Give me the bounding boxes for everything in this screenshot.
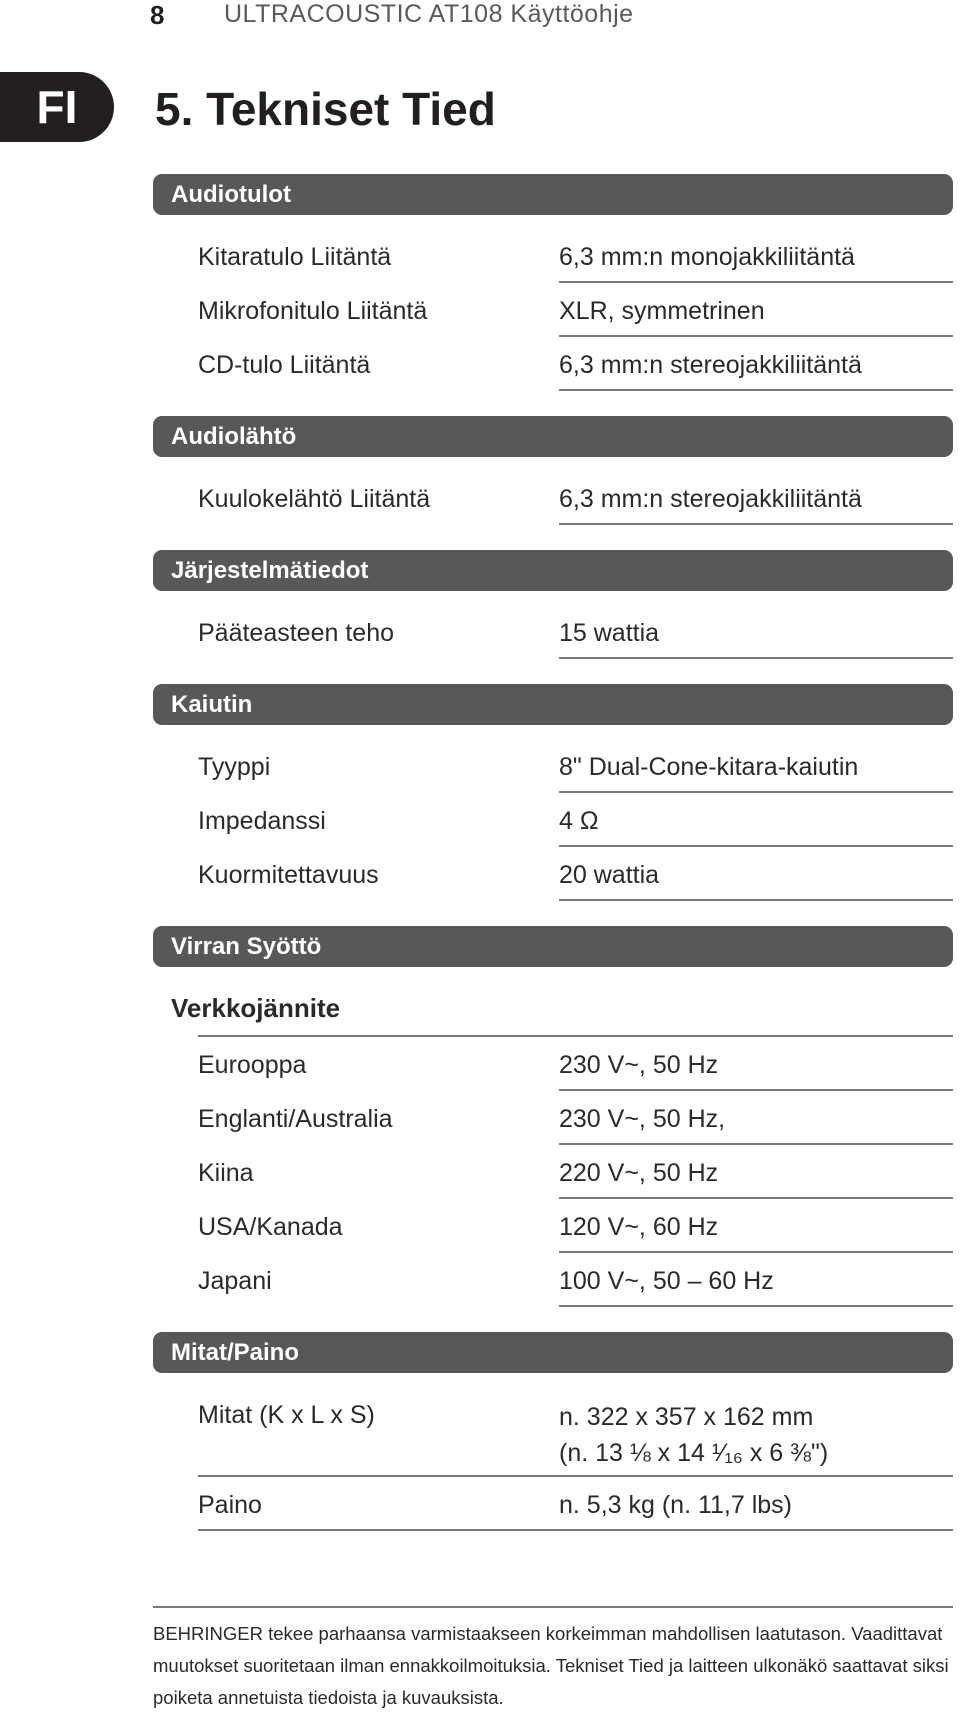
- spec-value: 100 V~, 50 – 60 Hz: [559, 1267, 774, 1295]
- row-divider: [559, 899, 953, 901]
- spec-row: [153, 1145, 953, 1199]
- section-power-supply: [153, 926, 953, 1307]
- section-speaker: [153, 684, 953, 901]
- row-divider: [559, 657, 953, 659]
- spec-row: [153, 1387, 953, 1477]
- spec-value: 6,3 mm:n monojakkiliitäntä: [559, 243, 855, 271]
- spec-label: Paino: [198, 1491, 262, 1519]
- spec-table: [153, 174, 953, 1556]
- section-header-speaker: Kaiutin: [153, 684, 953, 725]
- spec-row: [153, 847, 953, 901]
- spec-label: Kuulokelähtö Liitäntä: [198, 485, 431, 513]
- spec-label: Englanti/Australia: [198, 1105, 393, 1133]
- spec-row: [153, 793, 953, 847]
- spec-label: Impedanssi: [198, 807, 326, 835]
- spec-label: USA/Kanada: [198, 1213, 343, 1241]
- spec-label: Mikrofonitulo Liitäntä: [198, 297, 428, 325]
- section-dimensions-weight: [153, 1332, 953, 1531]
- spec-value: XLR, symmetrinen: [559, 297, 765, 325]
- row-divider: [559, 1305, 953, 1307]
- spec-row: [153, 1477, 953, 1531]
- spec-value: 6,3 mm:n stereojakkiliitäntä: [559, 351, 862, 379]
- disclaimer-text: BEHRINGER tekee parhaansa varmistaakseen korkeimman mahdollisen laatutason. Vaadittavat muutokset suoritetaan ilman ennakkoilmoituksia. Tekniset Tied ja laitteen ulkonäkö saattavat siksi poiketa annetuista tiedoista ja kuvauksista.: [153, 1623, 949, 1708]
- spec-value: n. 5,3 kg (n. 11,7 lbs): [559, 1491, 792, 1519]
- section-audio-output: [153, 416, 953, 525]
- spec-value: 220 V~, 50 Hz: [559, 1159, 719, 1187]
- section-header-audio-output: Audiolähtö: [153, 416, 953, 457]
- spec-label: Kiina: [198, 1159, 254, 1187]
- spec-row: [153, 1037, 953, 1091]
- spec-label: CD-tulo Liitäntä: [198, 351, 371, 379]
- spec-value: 120 V~, 60 Hz: [559, 1213, 719, 1241]
- spec-row: [153, 739, 953, 793]
- row-divider: [198, 1529, 953, 1531]
- spec-label: Kuormitettavuus: [198, 861, 379, 889]
- spec-value: 15 wattia: [559, 619, 660, 647]
- spec-row: [153, 605, 953, 659]
- subheading-row: [153, 981, 953, 1037]
- language-tab: FI: [0, 72, 114, 142]
- spec-value-dimensions: [559, 1399, 828, 1471]
- spec-row: [153, 283, 953, 337]
- section-header-power-supply: Virran Syöttö: [153, 926, 953, 967]
- page-header: [0, 0, 960, 30]
- document-title: ULTRACOUSTIC AT108 Käyttöohje: [224, 0, 634, 28]
- spec-label: Kitaratulo Liitäntä: [198, 243, 392, 271]
- section-audio-inputs: [153, 174, 953, 391]
- spec-label: Eurooppa: [198, 1051, 307, 1079]
- spec-value: 6,3 mm:n stereojakkiliitäntä: [559, 485, 862, 513]
- row-divider: [559, 523, 953, 525]
- spec-value-imperial: (n. 13 ⅛ x 14 ¹⁄₁₆ x 6 ⅜"): [559, 1439, 829, 1467]
- spec-label: Japani: [198, 1267, 272, 1295]
- spec-label: Pääteasteen teho: [198, 619, 394, 647]
- section-system: [153, 550, 953, 659]
- section-header-system: Järjestelmätiedot: [153, 550, 953, 591]
- spec-value: 4 Ω: [559, 807, 599, 835]
- spec-label: Tyyppi: [198, 753, 271, 781]
- section-header-dimensions-weight: Mitat/Paino: [153, 1332, 953, 1373]
- spec-row: [153, 471, 953, 525]
- spec-row: [153, 1091, 953, 1145]
- section-header-audio-inputs: Audiotulot: [153, 174, 953, 215]
- footer-divider: [153, 1606, 953, 1608]
- spec-value: 8" Dual-Cone-kitara-kaiutin: [559, 753, 859, 781]
- spec-row: [153, 1253, 953, 1307]
- spec-row: [153, 1199, 953, 1253]
- spec-value: 230 V~, 50 Hz,: [559, 1105, 726, 1133]
- row-divider: [559, 389, 953, 391]
- page-title: 5. Tekniset Tied: [155, 83, 496, 135]
- spec-value: 230 V~, 50 Hz: [559, 1051, 719, 1079]
- spec-label: Mitat (K x L x S): [198, 1401, 375, 1429]
- mains-voltage-subheading: Verkkojännite: [171, 993, 341, 1023]
- spec-value: 20 wattia: [559, 861, 660, 889]
- spec-row: [153, 229, 953, 283]
- page-number: 8: [150, 0, 165, 30]
- spec-value-metric: n. 322 x 357 x 162 mm: [559, 1403, 814, 1431]
- spec-row: [153, 337, 953, 391]
